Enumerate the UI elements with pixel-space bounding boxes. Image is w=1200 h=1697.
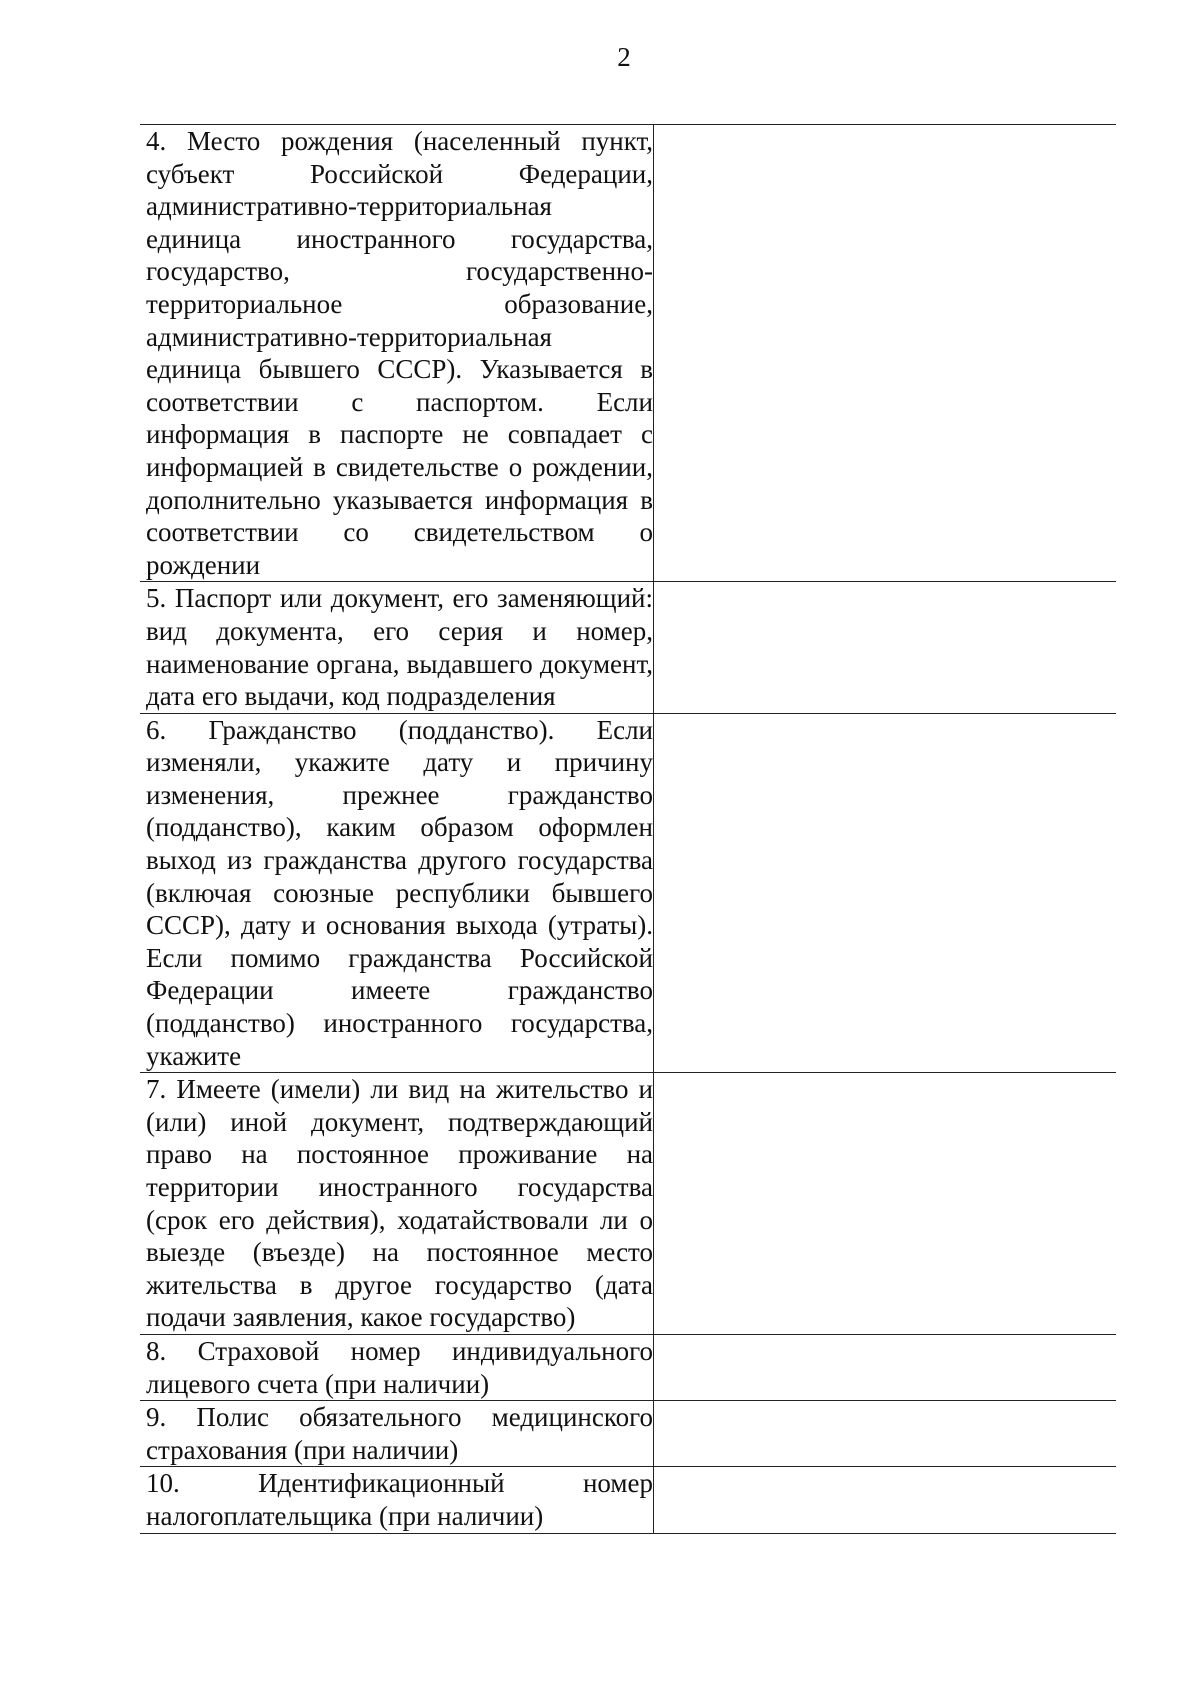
question-tax-id: 10. Идентификационный номер налогоплательщика (при наличии) [140, 1467, 654, 1532]
question-citizenship: 6. Гражданство (подданство). Если изменяли, укажите дату и причину изменения, прежнее гражданство (подданство), каким образом оформлен выход из гражданства другого государства (включая союзные республики бывшего СССР), дату и основания выхода (утраты). Если помимо гражданства Российской Федерации имеете гражданство (подданство) иностранного государства, укажите [140, 714, 654, 1073]
answer-birthplace-field[interactable] [654, 125, 1116, 581]
table-row-passport [140, 582, 1116, 713]
question-birthplace: 4. Место рождения (населенный пункт, субъект Российской Федерации, административно-территориальная единица иностранного государства, государство, государственно-территориальное образование, административно-территориальная единица бывшего СССР). Указывается в соответствии с паспортом. Если информация в паспорте не совпадает с информацией в свидетельстве о рождении, дополнительно указывается информация в соответствии со свидетельством о рождении [140, 125, 654, 581]
question-insurance-number: 8. Страховой номер индивидуального лицевого счета (при наличии) [140, 1335, 654, 1400]
question-residence-permit: 7. Имеете (имели) ли вид на жительство и (или) иной документ, подтверждающий право на постоянное проживание на территории иностранного государства (срок его действия), ходатайствовали ли о выезде (въезде) на постоянное место жительства в другое государство (дата подачи заявления, какое государство) [140, 1073, 654, 1334]
table-row-medical-policy [140, 1401, 1116, 1467]
question-passport: 5. Паспорт или документ, его заменяющий: вид документа, его серия и номер, наименование органа, выдавшего документ, дата его выдачи, код подразделения [140, 582, 654, 712]
answer-insurance-number-field[interactable] [654, 1335, 1116, 1400]
answer-citizenship-field[interactable] [654, 714, 1116, 1073]
answer-medical-policy-field[interactable] [654, 1401, 1116, 1466]
table-row-birthplace [140, 124, 1116, 582]
questionnaire-table [140, 124, 1116, 1534]
table-row-residence-permit [140, 1073, 1116, 1335]
table-row-tax-id [140, 1467, 1116, 1533]
table-row-citizenship [140, 714, 1116, 1074]
table-row-insurance-number [140, 1335, 1116, 1401]
page-number: 2 [617, 42, 631, 72]
question-medical-policy: 9. Полис обязательного медицинского страхования (при наличии) [140, 1401, 654, 1466]
answer-residence-permit-field[interactable] [654, 1073, 1116, 1334]
answer-tax-id-field[interactable] [654, 1467, 1116, 1532]
answer-passport-field[interactable] [654, 582, 1116, 712]
